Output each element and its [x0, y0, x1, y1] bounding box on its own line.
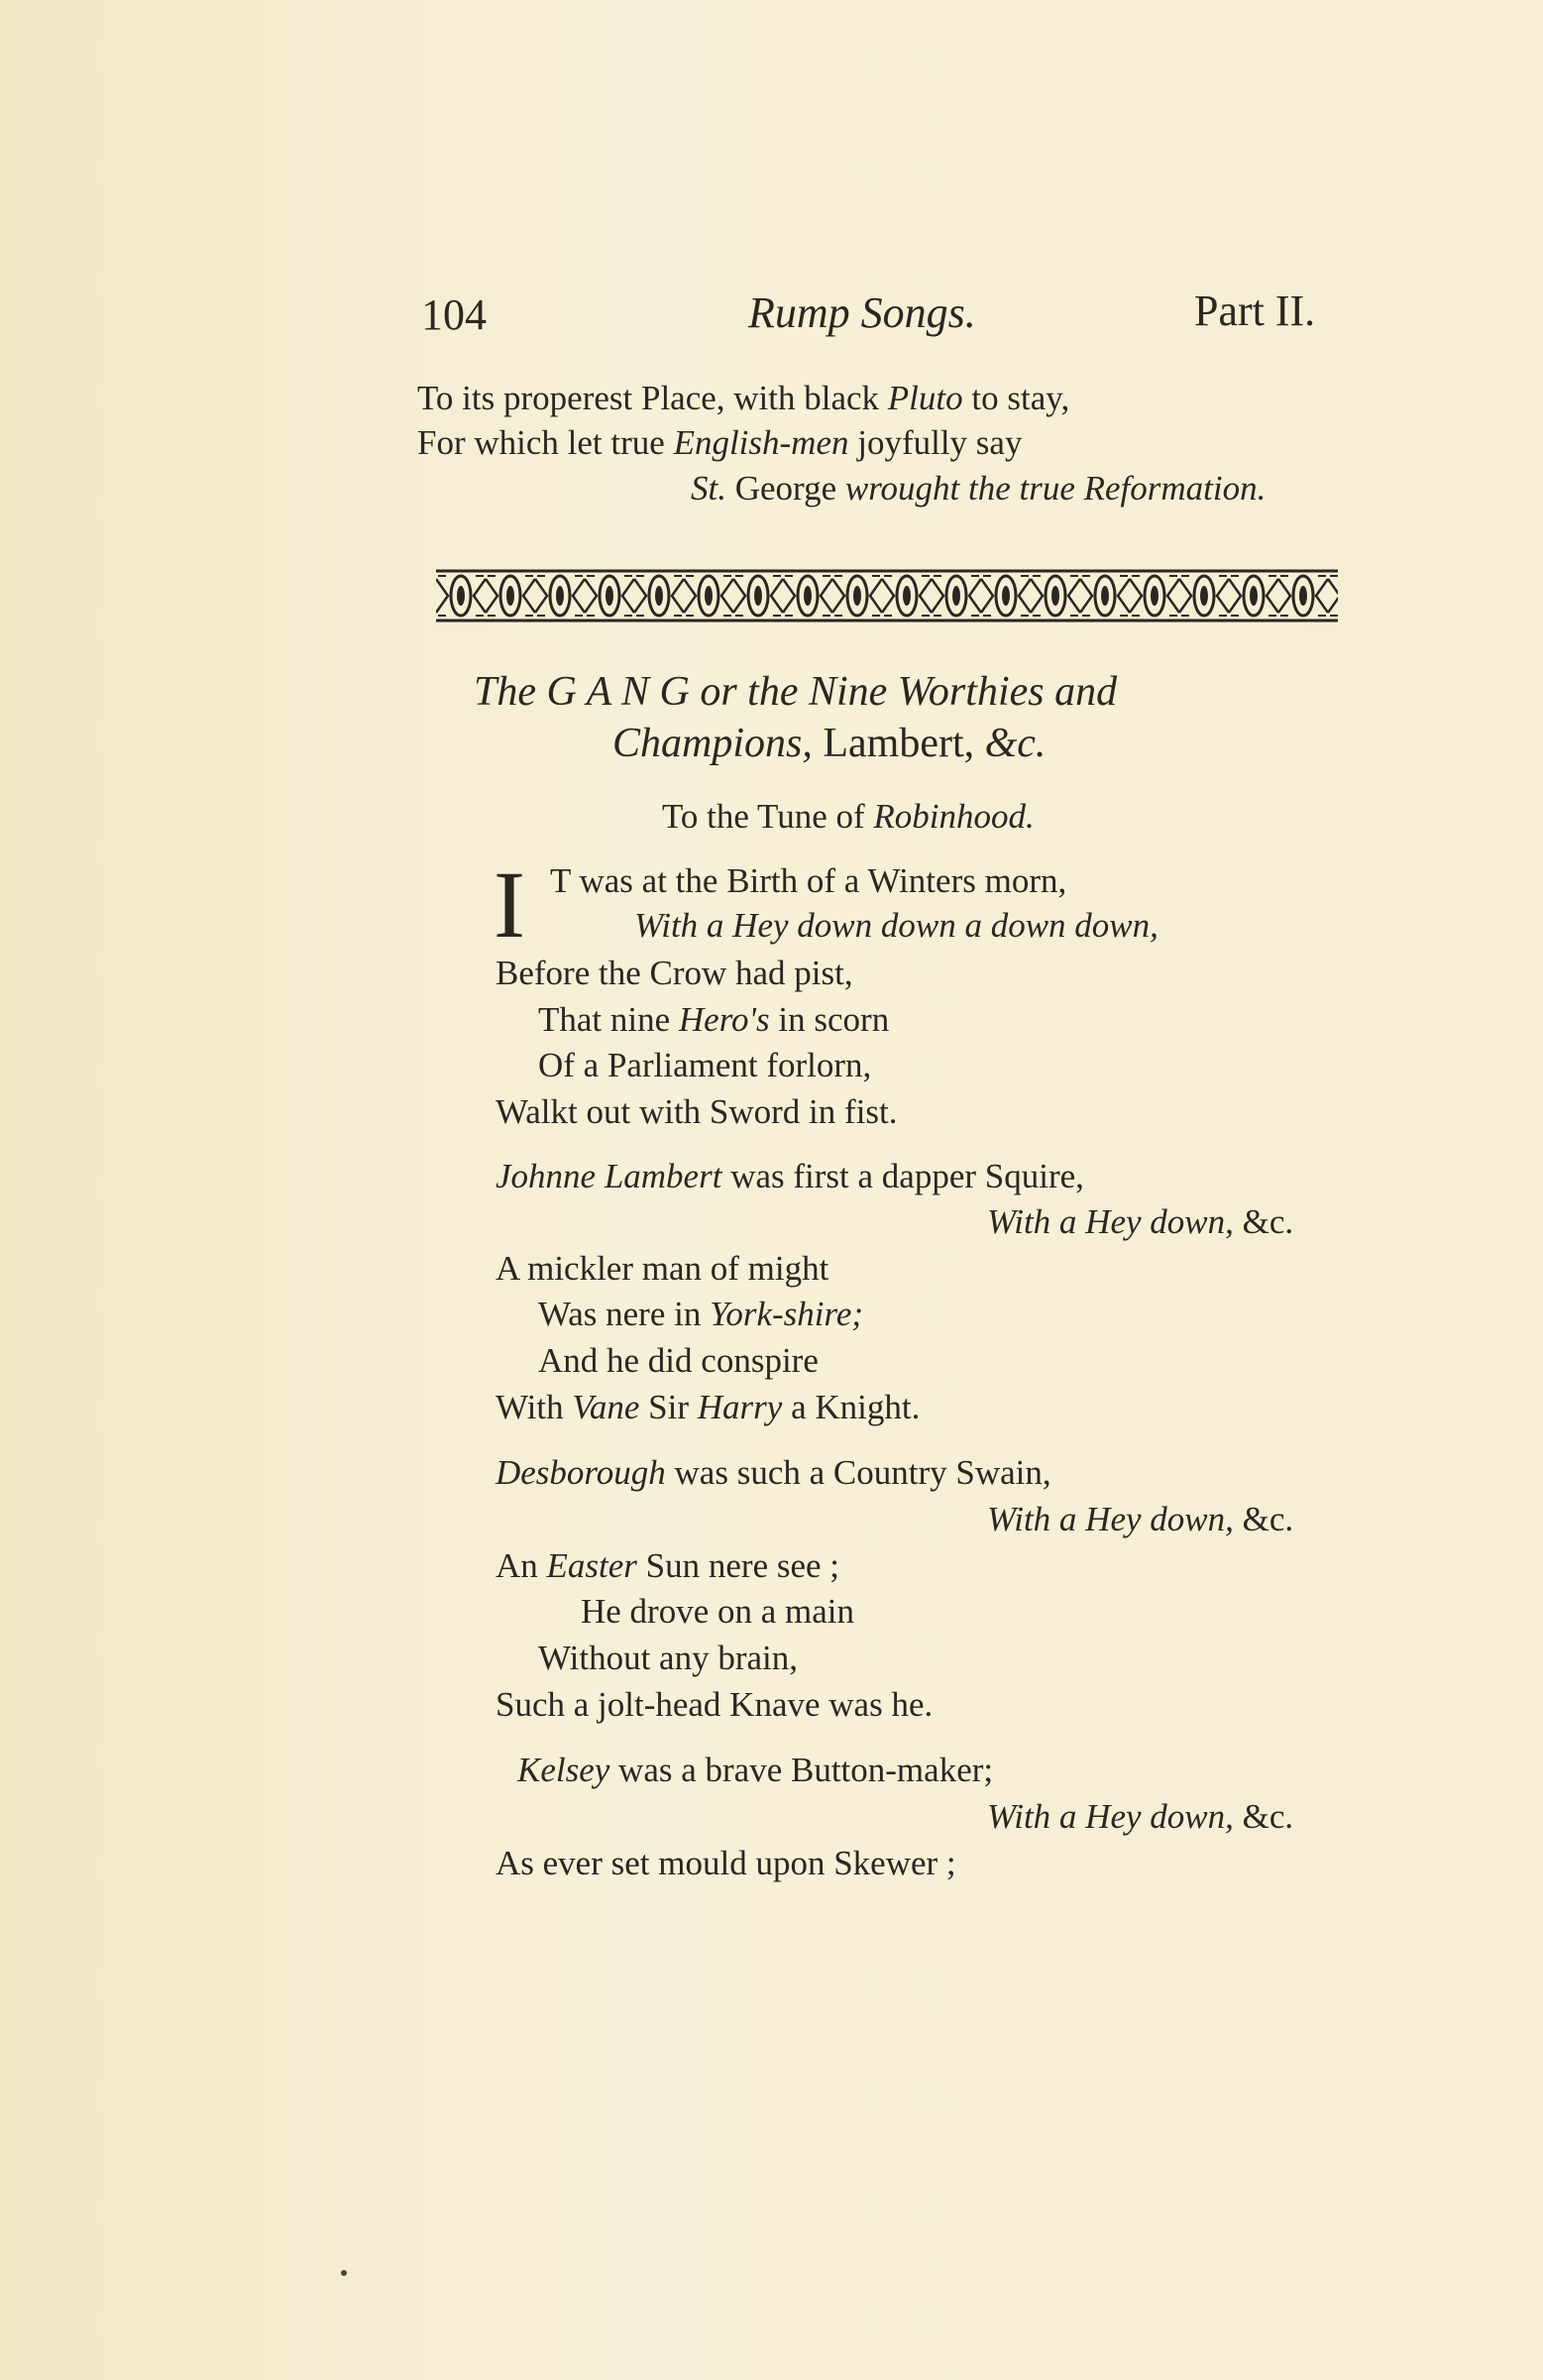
text: was first a dapper Squire, — [721, 1157, 1084, 1195]
stanza3-line-5: Without any brain, — [538, 1639, 799, 1677]
text: To its properest Place, with black — [417, 379, 888, 417]
top-stanza-line-2 — [417, 423, 1022, 463]
stanza2-line-2 — [987, 1202, 1293, 1242]
drop-cap: I — [494, 851, 525, 958]
text-italic: Desborough — [496, 1453, 666, 1492]
stanza3-line-3 — [496, 1546, 839, 1586]
text-italic: English-men — [673, 423, 849, 462]
text: in scorn — [769, 1000, 890, 1039]
running-title: Rump Songs. — [748, 288, 976, 337]
text: &c. — [1233, 1797, 1294, 1836]
stanza4-line-2 — [987, 1797, 1293, 1837]
text-italic: With a Hey down, — [987, 1797, 1234, 1836]
song-title-line-1: The G A N G or the Nine Worthies and — [474, 669, 1118, 715]
text: was a brave Button-maker; — [609, 1751, 994, 1789]
text: Was nere in — [538, 1295, 711, 1333]
page-number: 104 — [421, 290, 487, 339]
stanza2-line-5: And he did conspire — [538, 1341, 819, 1380]
stanza1-line-3: Before the Crow had pist, — [496, 954, 853, 992]
part-label: Part II. — [1194, 286, 1316, 335]
text-italic: Champions, — [612, 721, 813, 766]
stanza1-line-2: With a Hey down down a down down, — [634, 906, 1158, 945]
text-italic: Kelsey — [517, 1751, 610, 1789]
stanza3-line-4: He drove on a main — [581, 1592, 855, 1631]
text-italic: With a Hey down, — [987, 1202, 1234, 1241]
text-italic: Easter — [546, 1546, 637, 1585]
stanza3-line-6: Such a jolt-head Knave was he. — [496, 1685, 934, 1724]
stanza2-line-3: A mickler man of might — [496, 1249, 829, 1288]
stanza3-line-2 — [987, 1500, 1293, 1539]
text-italic: Hero's — [678, 1000, 770, 1039]
text: to stay, — [962, 379, 1070, 417]
text-italic: Harry — [697, 1388, 783, 1426]
stanza1-line-5: Of a Parliament forlorn, — [538, 1046, 872, 1084]
stanza3-line-1 — [496, 1453, 1051, 1493]
song-title-line-2 — [612, 720, 1046, 767]
text: An — [496, 1546, 547, 1585]
stanza1-line-1: T was at the Birth of a Winters morn, — [550, 861, 1067, 900]
tune-line — [662, 797, 1035, 837]
text: &c. — [1233, 1202, 1294, 1241]
text: Lambert, — [812, 721, 985, 766]
stanza1-line-6: Walkt out with Sword in fist. — [496, 1092, 898, 1131]
text: That nine — [538, 1000, 679, 1039]
top-stanza-line-3 — [691, 469, 1266, 509]
text: &c. — [1233, 1500, 1294, 1538]
text-italic: St. — [691, 469, 726, 508]
text-italic: wrought the true Reformation. — [844, 469, 1267, 508]
stanza2-line-1 — [496, 1157, 1084, 1196]
text: joyfully say — [848, 423, 1023, 462]
text-italic: &c. — [984, 721, 1047, 766]
paper-speck — [341, 2270, 347, 2276]
text-italic: Pluto — [887, 379, 963, 417]
text: For which let true — [417, 423, 674, 462]
text-italic: With a Hey down, — [987, 1500, 1234, 1538]
top-stanza-line-1 — [417, 379, 1069, 418]
stanza4-line-3: As ever set mould upon Skewer ; — [496, 1844, 956, 1882]
stanza4-line-1 — [517, 1751, 993, 1790]
text-italic: Robinhood. — [873, 797, 1035, 836]
text: With — [496, 1388, 573, 1426]
text: Sun nere see ; — [636, 1546, 840, 1585]
text: a Knight. — [782, 1388, 921, 1426]
text: To the Tune of — [662, 797, 874, 836]
stanza2-line-6 — [496, 1388, 920, 1427]
stanza2-line-4 — [538, 1295, 863, 1334]
text: was such a Country Swain, — [665, 1453, 1051, 1492]
text: George — [725, 469, 845, 508]
stanza1-line-4 — [538, 1000, 889, 1040]
text-italic: Vane — [572, 1388, 640, 1426]
text: Sir — [639, 1388, 698, 1426]
text-italic: Johnne Lambert — [496, 1157, 722, 1195]
ornamental-border-rule — [436, 567, 1338, 624]
text-italic: York-shire; — [710, 1295, 864, 1333]
